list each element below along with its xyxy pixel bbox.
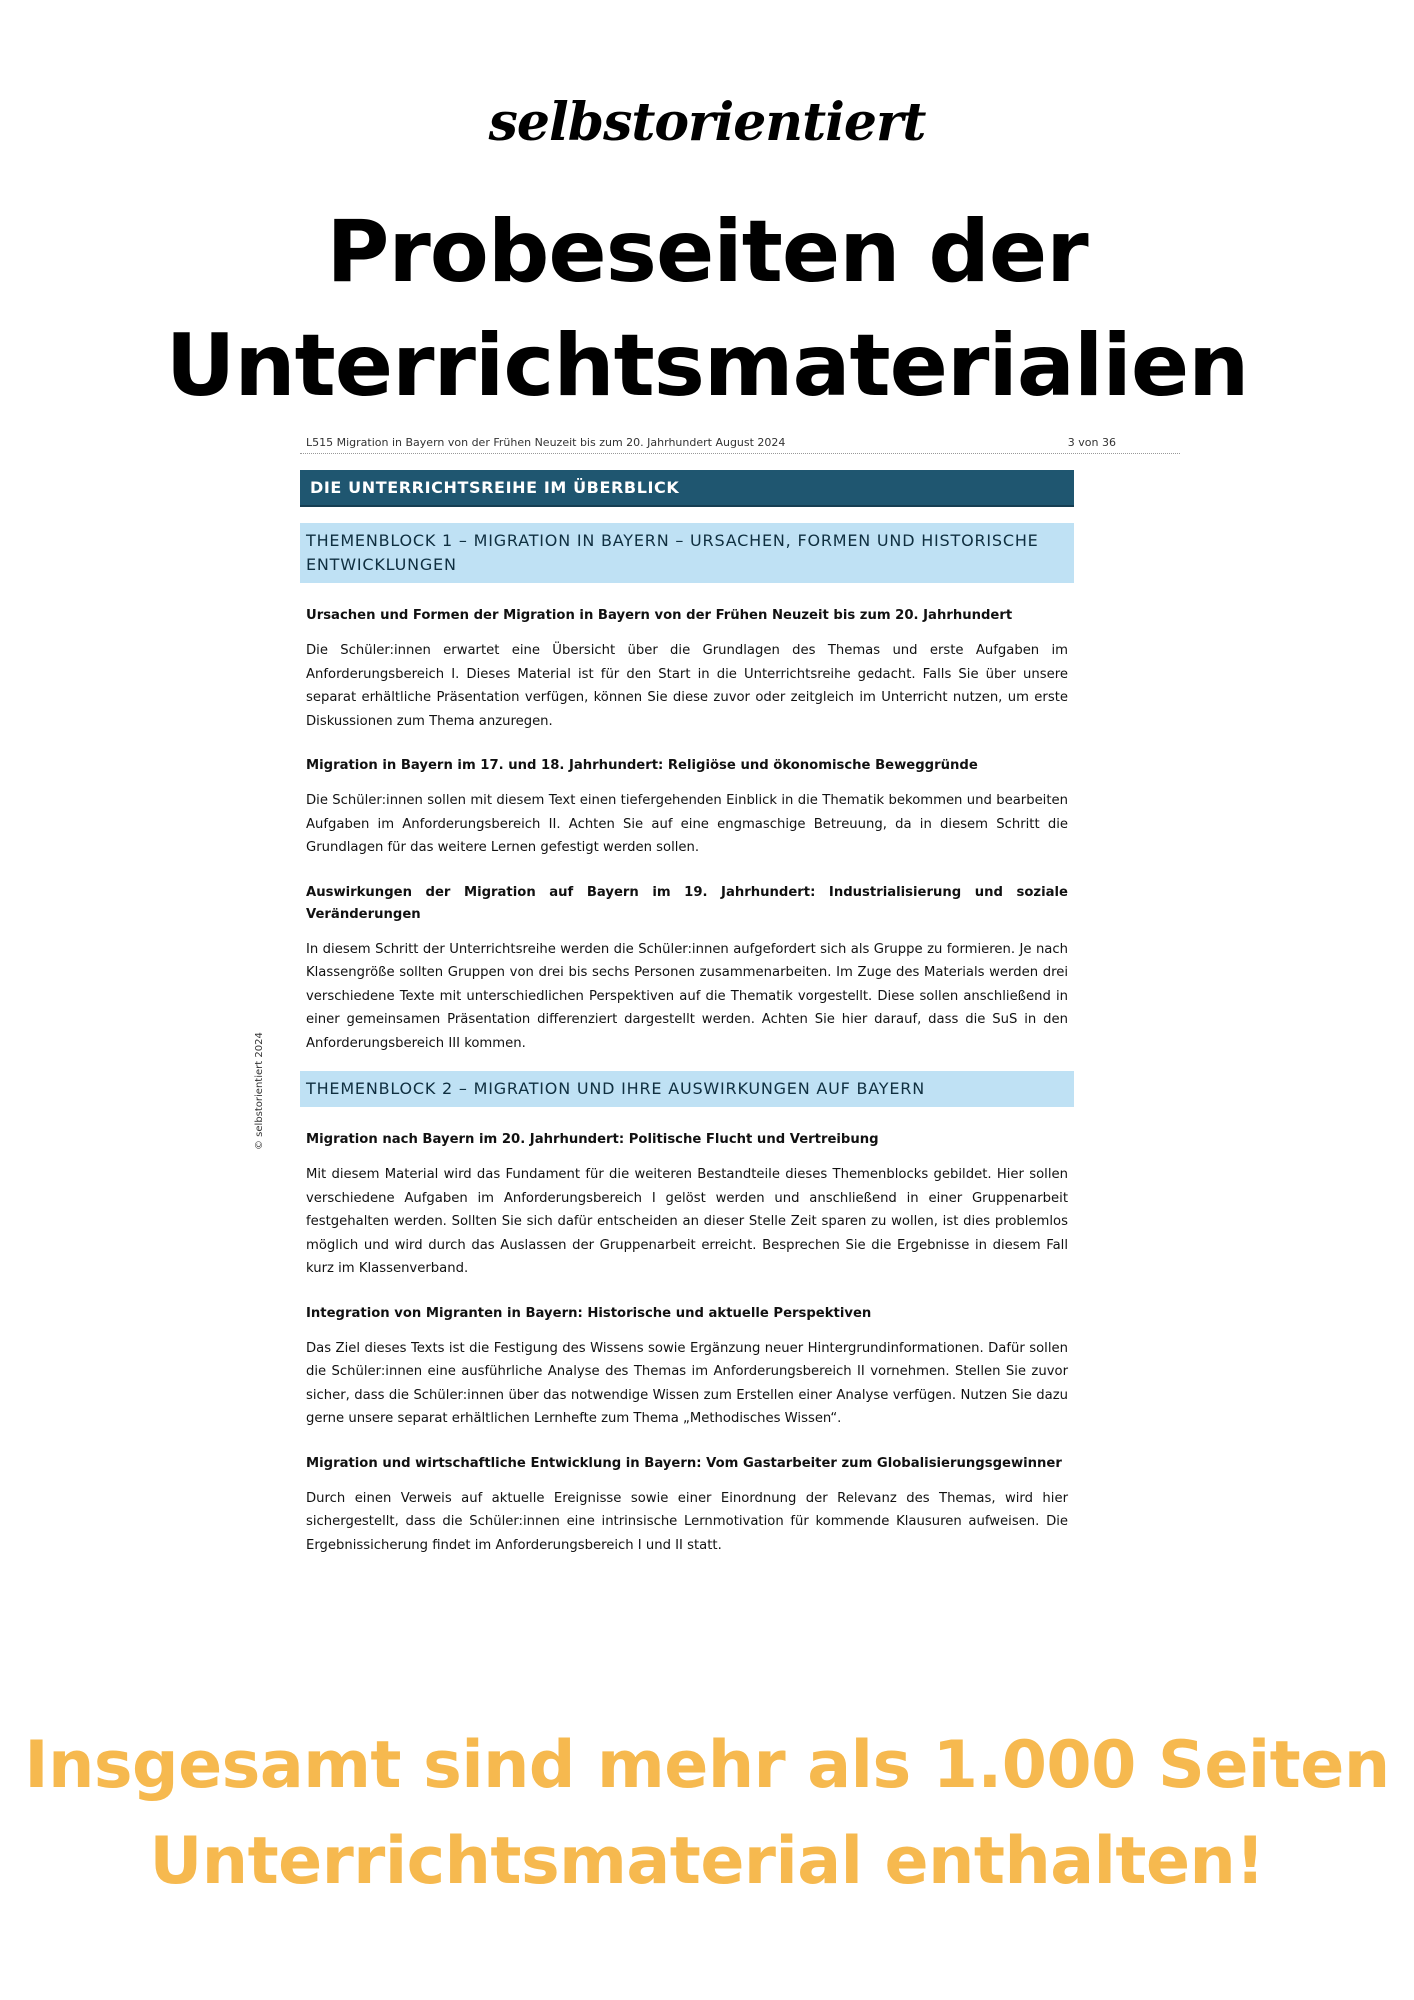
item-text: Mit diesem Material wird das Fundament für die weiteren Bestandteile dieses Themenblocks gebildet. Hier sollen verschiedene Aufgaben im Anforderungsbereich I gelöst werden und anschließend in einer Gruppenarbeit festgehalten werden. Sollten Sie sich dafür entscheiden an dieser Stelle Zeit sparen zu wollen, ist dies problemlos möglich und wird durch das Auslassen der Gruppenarbeit erreicht. Besprechen Sie die Ergebnisse in diesem Fall kurz im Klassenverband. xyxy=(306,1167,1068,1276)
brand-logo: selbstorientiert xyxy=(488,92,926,153)
item-text: Die Schüler:innen sollen mit diesem Text einen tiefergehenden Einblick in die Thematik bekommen und bearbeiten Aufgaben im Anforderungsbereich II. Achten Sie auf eine engmaschige Betreuung, da in diesem Schritt die Grundlagen für das weitere Lernen gefestigt werden sollen. xyxy=(306,793,1068,855)
footer-promo xyxy=(0,1718,1414,1910)
document-page-number: 3 von 36 xyxy=(1067,436,1116,449)
document-preview xyxy=(300,436,1180,1557)
item-title: Ursachen und Formen der Migration in Bayern von der Frühen Neuzeit bis zum 20. Jahrhundert xyxy=(306,608,1013,623)
item-title: Migration in Bayern im 17. und 18. Jahrhundert: Religiöse und ökonomische Beweggründe xyxy=(306,758,978,773)
document-header xyxy=(300,436,1180,454)
item-text: Die Schüler:innen erwartet eine Übersicht über die Grundlagen des Themas und erste Aufgaben im Anforderungsbereich I. Dieses Material ist für den Start in die Unterrichtsreihe gedacht. Falls Sie über unsere separat erhältliche Präsentation verfügen, können Sie diese zuvor oder zeitgleich im Unterricht nutzen, um erste Diskussionen zum Thema anzuregen. xyxy=(306,643,1068,729)
headline-line-2: Unterrichtsmaterialien xyxy=(165,316,1249,416)
themenblock-2-content xyxy=(306,1129,1068,1557)
item-text: Durch einen Verweis auf aktuelle Ereignisse sowie einer Einordnung der Relevanz des Themas, wird hier sichergestellt, dass die Schüler:innen eine intrinsische Lernmotivation für kommende Klausuren aufweisen. Die Ergebnissicherung findet im Anforderungsbereich I und II statt. xyxy=(306,1490,1068,1553)
footer-line-1: Insgesamt sind mehr als 1.000 Seiten xyxy=(24,1728,1390,1803)
themenblock-1-content xyxy=(306,605,1068,1055)
item-text: Das Ziel dieses Texts ist die Festigung des Wissens sowie Ergänzung neuer Hintergrundinformationen. Dafür sollen die Schüler:innen eine ausführliche Analyse des Themas im Anforderungsbereich II vornehmen. Stellen Sie zuvor sicher, dass die Schüler:innen über das notwendige Wissen zum Erstellen einer Analyse verfügen. Nutzen Sie dazu gerne unsere separat erhältlichen Lernhefte zum Thema „Methodisches Wissen“. xyxy=(306,1340,1068,1426)
item-title: Auswirkungen der Migration auf Bayern im 19. Jahrhundert: Industrialisierung und soziale Veränderungen xyxy=(306,884,1068,922)
themenblock-2-heading: THEMENBLOCK 2 – MIGRATION UND IHRE AUSWIRKUNGEN AUF BAYERN xyxy=(300,1071,1074,1107)
item-title: Migration nach Bayern im 20. Jahrhundert: Politische Flucht und Vertreibung xyxy=(306,1132,879,1147)
side-copyright: © selbstorientiert 2024 xyxy=(254,1032,265,1150)
overview-banner: DIE UNTERRICHTSREIHE IM ÜBERBLICK xyxy=(300,470,1074,507)
item-title: Integration von Migranten in Bayern: Historische und aktuelle Perspektiven xyxy=(306,1305,872,1321)
item-text: In diesem Schritt der Unterrichtsreihe werden die Schüler:innen aufgefordert sich als Gruppe zu formieren. Je nach Klassengröße sollten Gruppen von drei bis sechs Personen zusammenarbeiten. Im Zuge des Materials werden drei verschiedene Texte mit unterschiedlichen Perspektiven auf die Thematik vorgestellt. Diese sollen anschließend in einer gemeinsamen Präsentation differenziert dargestellt werden. Achten Sie hier darauf, dass die SuS in den Anforderungsbereich III kommen. xyxy=(306,941,1068,1051)
themenblock-1-heading: THEMENBLOCK 1 – MIGRATION IN BAYERN – URSACHEN, FORMEN UND HISTORISCHE ENTWICKLUNGEN xyxy=(300,523,1074,583)
item-title: Migration und wirtschaftliche Entwicklung in Bayern: Vom Gastarbeiter zum Globalisierungsgewinner xyxy=(306,1455,1062,1471)
page-headline xyxy=(0,195,1414,423)
document-header-title: L515 Migration in Bayern von der Frühen Neuzeit bis zum 20. Jahrhundert August 2024 xyxy=(306,436,786,449)
headline-line-1: Probeseiten der xyxy=(326,202,1088,302)
footer-line-2: Unterrichtsmaterial enthalten! xyxy=(149,1824,1265,1899)
